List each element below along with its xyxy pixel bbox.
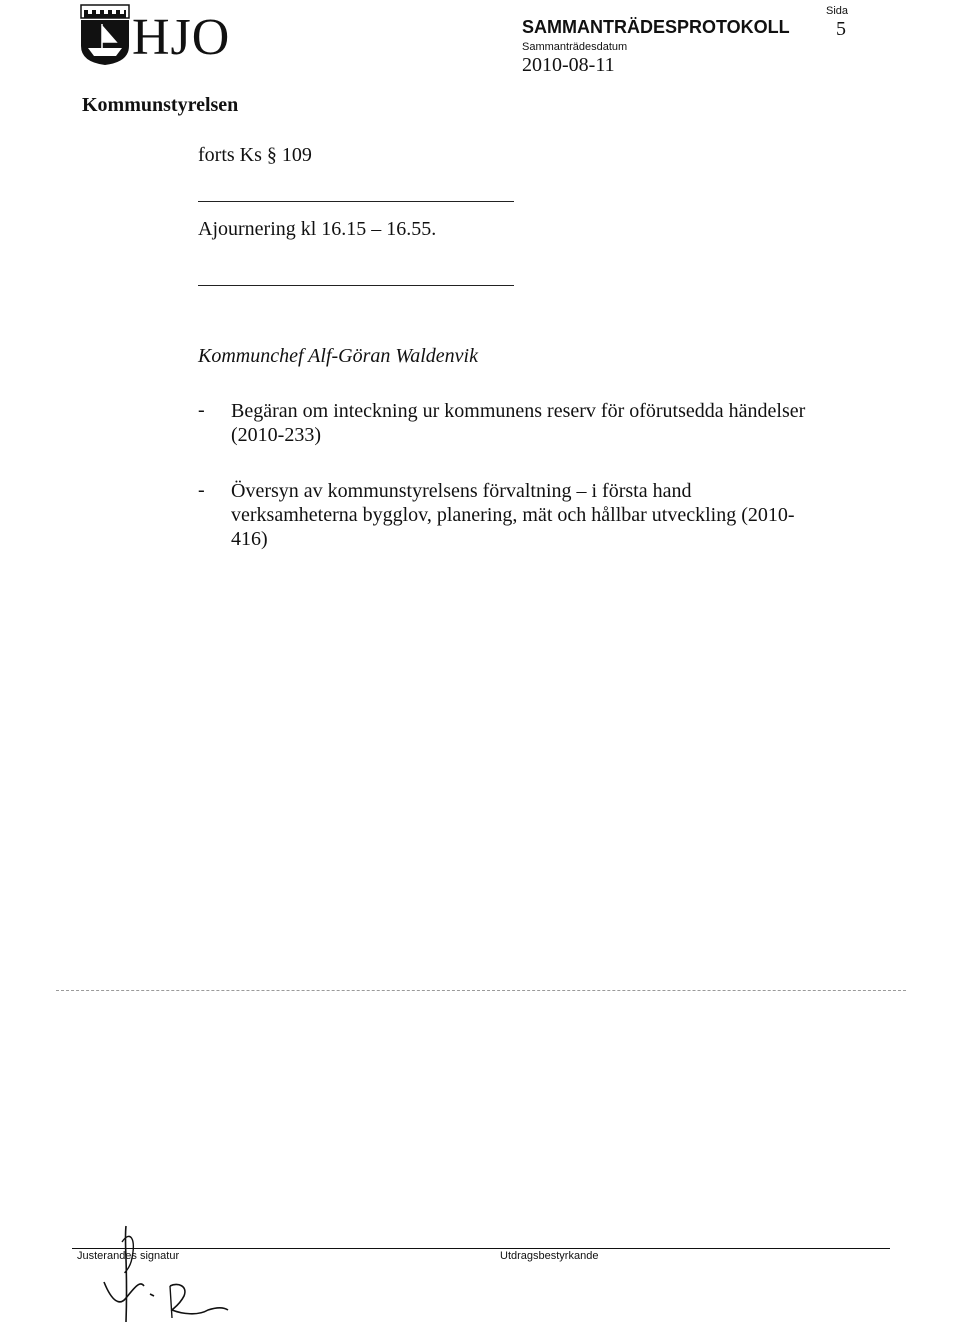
list-bullet: - [198, 479, 205, 501]
divider [198, 285, 514, 286]
meeting-date: 2010-08-11 [522, 54, 615, 76]
list-item: Begäran om inteckning ur kommunens reserv för oförutsedda händelser (2010-233) [231, 400, 806, 446]
ship-crest-icon [80, 4, 130, 66]
section-continuation: forts Ks § 109 [198, 144, 312, 166]
list-item: Översyn av kommunstyrelsens förvaltning – i första hand verksamheterna bygglov, planering, mät och hållbar utveckling (2010-416) [231, 480, 795, 550]
protocol-title: SAMMANTRÄDESPROTOKOLL [522, 17, 790, 37]
handwritten-signature-icon [86, 1224, 246, 1324]
meeting-date-label: Sammanträdesdatum [522, 41, 628, 53]
logo-text: HJO [132, 9, 231, 66]
extract-certification-label: Utdragsbestyrkande [500, 1250, 599, 1262]
divider [198, 201, 514, 202]
adjournment-note: Ajournering kl 16.15 – 16.55. [198, 218, 437, 240]
footer-divider [56, 990, 906, 991]
adjuster-signature-label: Justerandes signatur [77, 1250, 180, 1262]
page-number: 5 [836, 18, 846, 40]
list-bullet: - [198, 399, 205, 421]
speaker-name: Kommunchef Alf-Göran Waldenvik [198, 345, 478, 367]
committee-name: Kommunstyrelsen [82, 94, 239, 116]
page-label: Sida [826, 5, 849, 17]
